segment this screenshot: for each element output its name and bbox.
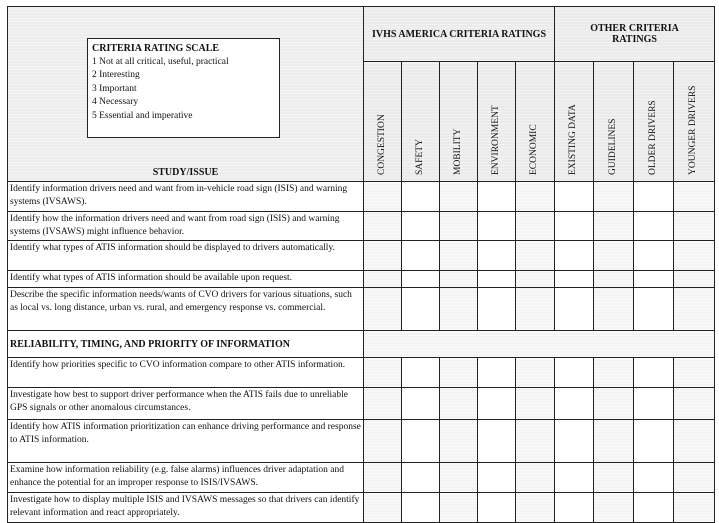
- rating-cell: [674, 420, 715, 463]
- rating-cell: [364, 271, 402, 288]
- rating-cell: [594, 493, 634, 523]
- col-label-younger-drivers: YOUNGER DRIVERS: [688, 85, 699, 175]
- rating-cell: [402, 182, 440, 212]
- criteria-rating-table: [7, 6, 715, 523]
- rating-cell: [555, 212, 594, 241]
- rating-cell: [634, 463, 674, 493]
- col-header-younger-drivers: [674, 62, 715, 182]
- rating-cell: [402, 388, 440, 420]
- col-label-mobility: MOBILITY: [452, 128, 463, 175]
- rating-cell: [634, 182, 674, 212]
- col-label-safety: SAFETY: [414, 139, 425, 175]
- scale-item-4: 4 Necessary: [92, 97, 139, 107]
- rating-cell: [674, 463, 715, 493]
- rating-cell: [440, 182, 478, 212]
- other-group-label: OTHER CRITERIA RATINGS: [590, 23, 679, 46]
- rating-cell: [634, 358, 674, 388]
- rating-cell: [402, 212, 440, 241]
- rating-cell: [364, 212, 402, 241]
- study-issue-text: Identify what types of ATIS information should be available upon request.: [8, 271, 364, 288]
- reliability-issue-text: Identify how priorities specific to CVO information compare to other ATIS information.: [8, 358, 364, 388]
- rating-cell: [674, 288, 715, 331]
- study-issue-text: Describe the specific information needs/wants of CVO drivers for various situations, such as local vs. long distance, urban vs. rural, and emergency response vs. commercial.: [8, 288, 364, 331]
- rating-cell: [440, 388, 478, 420]
- table-row: [8, 388, 715, 420]
- rating-cell: [402, 241, 440, 271]
- rating-cell: [516, 212, 555, 241]
- rating-cell: [594, 463, 634, 493]
- rating-cell: [440, 288, 478, 331]
- other-group-header: [555, 7, 715, 62]
- rating-cell: [555, 288, 594, 331]
- ivhs-group-header: IVHS AMERICA CRITERIA RATINGS: [364, 7, 555, 62]
- rating-cell: [594, 288, 634, 331]
- study-issue-text: Identify what types of ATIS information should be displayed to drivers automatically.: [8, 241, 364, 271]
- col-label-environment: ENVIRONMENT: [490, 105, 501, 175]
- rating-cell: [516, 463, 555, 493]
- section-b-rows: [8, 358, 715, 523]
- col-label-older-drivers: OLDER DRIVERS: [647, 100, 658, 175]
- study-issue-header: [8, 7, 364, 182]
- rating-cell: [634, 420, 674, 463]
- rating-cell: [516, 420, 555, 463]
- rating-cell: [634, 271, 674, 288]
- col-label-guidelines: GUIDELINES: [607, 118, 618, 175]
- rating-cell: [364, 241, 402, 271]
- reliability-issue-text: Identify how ATIS information prioritization can enhance driving performance and response to ATIS information.: [8, 420, 364, 463]
- study-issue-label: STUDY/ISSUE: [152, 167, 219, 178]
- table-row: [8, 241, 715, 271]
- rating-cell: [364, 358, 402, 388]
- col-header-environment: [478, 62, 516, 182]
- rating-cell: [516, 288, 555, 331]
- study-issue-text: Identify information drivers need and want from in-vehicle road sign (ISIS) and warning systems (IVSAWS).: [8, 182, 364, 212]
- rating-cell: [364, 493, 402, 523]
- rating-cell: [364, 182, 402, 212]
- rating-cell: [555, 420, 594, 463]
- reliability-issue-text: Investigate how to display multiple ISIS and IVSAWS messages so that drivers can identify relevant information and react appropriately.: [8, 493, 364, 523]
- rating-cell: [402, 358, 440, 388]
- rating-cell: [440, 493, 478, 523]
- rating-cell: [674, 271, 715, 288]
- rating-cell: [478, 493, 516, 523]
- section-title-reliability: RELIABILITY, TIMING, AND PRIORITY OF INFORMATION: [8, 331, 364, 358]
- rating-cell: [440, 241, 478, 271]
- rating-cell: [516, 271, 555, 288]
- rating-cell: [555, 463, 594, 493]
- rating-cell: [516, 358, 555, 388]
- rating-cell: [555, 358, 594, 388]
- rating-cell: [478, 212, 516, 241]
- scale-item-2: 2 Interesting: [92, 70, 140, 80]
- table-row: [8, 493, 715, 523]
- rating-cell: [440, 271, 478, 288]
- rating-cell: [478, 182, 516, 212]
- rating-cell: [594, 388, 634, 420]
- rating-cell: [594, 420, 634, 463]
- rating-cell: [634, 241, 674, 271]
- rating-cell: [364, 463, 402, 493]
- rating-cell: [594, 241, 634, 271]
- rating-cell: [440, 212, 478, 241]
- col-header-older-drivers: [634, 62, 674, 182]
- rating-cell: [594, 212, 634, 241]
- rating-cell: [440, 420, 478, 463]
- rating-cell: [478, 388, 516, 420]
- scale-item-5: 5 Essential and imperative: [92, 110, 193, 121]
- rating-cell: [634, 388, 674, 420]
- col-header-safety: [402, 62, 440, 182]
- rating-cell: [364, 420, 402, 463]
- rating-cell: [440, 358, 478, 388]
- col-label-economic: ECONOMIC: [529, 124, 540, 175]
- col-label-existing-data: EXISTING DATA: [568, 104, 579, 175]
- rating-cell: [634, 212, 674, 241]
- rating-cell: [634, 493, 674, 523]
- col-header-mobility: [440, 62, 478, 182]
- rating-cell: [478, 271, 516, 288]
- rating-cell: [674, 388, 715, 420]
- rating-cell: [555, 271, 594, 288]
- rating-cell: [402, 271, 440, 288]
- rating-cell: [440, 463, 478, 493]
- rating-cell: [674, 358, 715, 388]
- rating-cell: [478, 288, 516, 331]
- rating-cell: [402, 493, 440, 523]
- rating-cell: [674, 493, 715, 523]
- scale-item-1: 1 Not at all critical, useful, practical: [92, 56, 229, 67]
- rating-cell: [516, 493, 555, 523]
- section-title-spacer: [364, 331, 715, 358]
- rating-cell: [364, 288, 402, 331]
- rating-cell: [594, 358, 634, 388]
- rating-cell: [555, 493, 594, 523]
- reliability-issue-text: Investigate how best to support driver performance when the ATIS fails due to unreliable GPS signals or other anomalous circumstances.: [8, 388, 364, 420]
- rating-cell: [478, 463, 516, 493]
- rating-cell: [555, 241, 594, 271]
- table-row: [8, 271, 715, 288]
- table-row: [8, 182, 715, 212]
- scale-item-3: 3 Important: [92, 83, 137, 94]
- reliability-issue-text: Examine how information reliability (e.g. false alarms) influences driver adaptation and enhance the potential for an improper response to ISIS/IVSAWS.: [8, 463, 364, 493]
- scale-title: CRITERIA RATING SCALE: [92, 43, 220, 54]
- criteria-rating-scale-box: [87, 38, 280, 138]
- rating-cell: [402, 288, 440, 331]
- col-header-existing-data: [555, 62, 594, 182]
- table-row: [8, 288, 715, 331]
- col-header-congestion: [364, 62, 402, 182]
- rating-cell: [402, 420, 440, 463]
- rating-cell: [516, 182, 555, 212]
- table-row: [8, 463, 715, 493]
- rating-cell: [674, 182, 715, 212]
- col-label-congestion: CONGESTION: [376, 114, 387, 175]
- rating-cell: [634, 288, 674, 331]
- rating-cell: [674, 241, 715, 271]
- rating-cell: [402, 463, 440, 493]
- table-row: [8, 212, 715, 241]
- table-row: [8, 420, 715, 463]
- rating-cell: [478, 358, 516, 388]
- rating-cell: [516, 241, 555, 271]
- rating-cell: [478, 241, 516, 271]
- rating-cell: [364, 388, 402, 420]
- rating-cell: [594, 271, 634, 288]
- rating-cell: [516, 388, 555, 420]
- rating-cell: [555, 182, 594, 212]
- col-header-guidelines: [594, 62, 634, 182]
- rating-cell: [555, 388, 594, 420]
- section-a-rows: [8, 182, 715, 331]
- study-issue-text: Identify how the information drivers need and want from road sign (ISIS) and warning systems (IVSAWS) might influence behavior.: [8, 212, 364, 241]
- rating-cell: [674, 212, 715, 241]
- rating-cell: [478, 420, 516, 463]
- col-header-economic: [516, 62, 555, 182]
- rating-cell: [594, 182, 634, 212]
- table-row: [8, 358, 715, 388]
